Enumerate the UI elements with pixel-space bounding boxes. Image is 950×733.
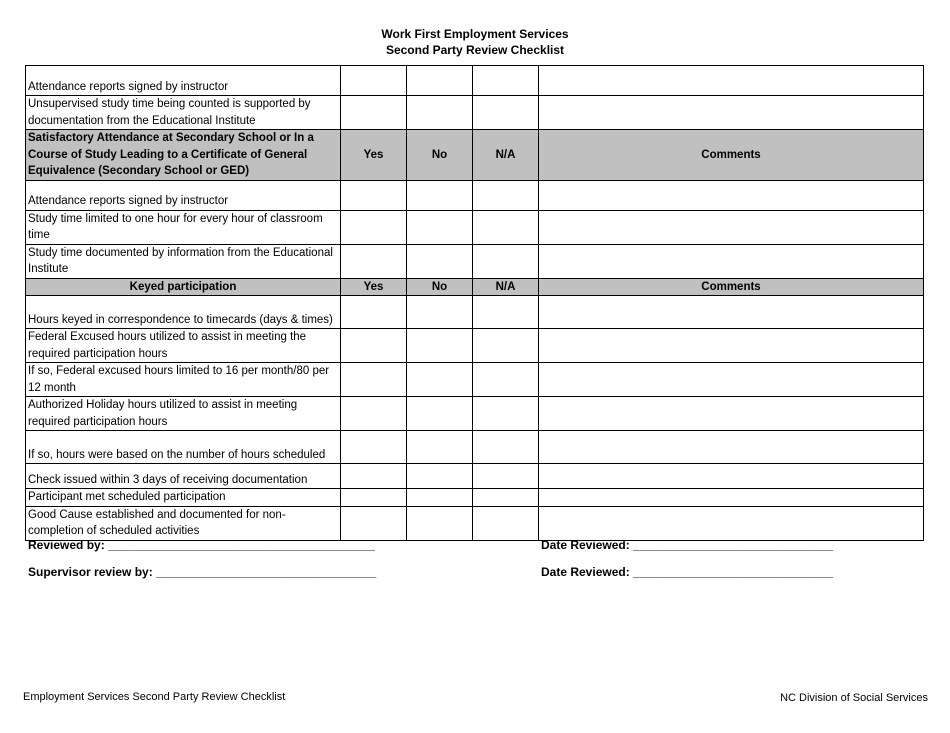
yes-cell[interactable] (341, 96, 407, 130)
item-label: If so, Federal excused hours limited to 16 per month/80 per 12 month (26, 363, 341, 397)
item-label: Check issued within 3 days of receiving documentation (26, 464, 341, 489)
na-header: N/A (473, 278, 539, 296)
na-cell[interactable] (473, 296, 539, 329)
no-cell[interactable] (407, 210, 473, 244)
item-label: Hours keyed in correspondence to timecards (days & times) (26, 296, 341, 329)
yes-cell[interactable] (341, 506, 407, 540)
yes-cell[interactable] (341, 397, 407, 431)
item-label: If so, hours were based on the number of hours scheduled (26, 431, 341, 464)
no-cell[interactable] (407, 397, 473, 431)
comments-cell[interactable] (539, 296, 924, 329)
no-cell[interactable] (407, 363, 473, 397)
item-label: Good Cause established and documented for non-completion of scheduled activities (26, 506, 341, 540)
na-cell[interactable] (473, 506, 539, 540)
comments-cell[interactable] (539, 329, 924, 363)
section-header (26, 130, 924, 181)
section-title: Satisfactory Attendance at Secondary School or In a Course of Study Leading to a Certificate of General Equivalence (Secondary School or GED) (26, 130, 341, 181)
na-header: N/A (473, 130, 539, 181)
supervisor-review-field[interactable]: Supervisor review by: _________________________________ (28, 565, 377, 579)
na-cell[interactable] (473, 329, 539, 363)
item-label: Participant met scheduled participation (26, 489, 341, 507)
yes-cell[interactable] (341, 431, 407, 464)
no-cell[interactable] (407, 329, 473, 363)
yes-cell[interactable] (341, 489, 407, 507)
na-cell[interactable] (473, 180, 539, 210)
no-cell[interactable] (407, 244, 473, 278)
footer-right: NC Division of Social Services (780, 692, 928, 704)
no-cell[interactable] (407, 296, 473, 329)
no-header: No (407, 278, 473, 296)
yes-cell[interactable] (341, 66, 407, 96)
comments-cell[interactable] (539, 210, 924, 244)
no-cell[interactable] (407, 66, 473, 96)
na-cell[interactable] (473, 244, 539, 278)
document-header (0, 26, 950, 58)
checklist-row (26, 66, 924, 96)
item-label: Study time limited to one hour for every hour of classroom time (26, 210, 341, 244)
checklist-row (26, 397, 924, 431)
item-label: Attendance reports signed by instructor (26, 66, 341, 96)
header-subtitle: Second Party Review Checklist (385, 43, 565, 57)
no-cell[interactable] (407, 464, 473, 489)
comments-cell[interactable] (539, 66, 924, 96)
checklist-row (26, 506, 924, 540)
na-cell[interactable] (473, 431, 539, 464)
comments-cell[interactable] (539, 363, 924, 397)
comments-cell[interactable] (539, 397, 924, 431)
no-cell[interactable] (407, 96, 473, 130)
checklist-row (26, 96, 924, 130)
date-reviewed-field[interactable]: Date Reviewed: ______________________________ (541, 538, 834, 552)
comments-header: Comments (539, 278, 924, 296)
yes-cell[interactable] (341, 180, 407, 210)
comments-cell[interactable] (539, 464, 924, 489)
header-title: Work First Employment Services (381, 27, 569, 41)
footer-left: Employment Services Second Party Review Checklist (23, 691, 286, 703)
section-title: Keyed participation (26, 278, 341, 296)
yes-cell[interactable] (341, 296, 407, 329)
comments-cell[interactable] (539, 96, 924, 130)
reviewed-by-field[interactable]: Reviewed by: ________________________________________ (28, 538, 375, 552)
supervisor-date-reviewed-field[interactable]: Date Reviewed: ______________________________ (541, 565, 834, 579)
na-cell[interactable] (473, 96, 539, 130)
item-label: Federal Excused hours utilized to assist in meeting the required participation hours (26, 329, 341, 363)
checklist-row (26, 329, 924, 363)
checklist-row (26, 464, 924, 489)
comments-cell[interactable] (539, 489, 924, 507)
na-cell[interactable] (473, 363, 539, 397)
checklist-row (26, 489, 924, 507)
no-cell[interactable] (407, 489, 473, 507)
item-label: Study time documented by information from the Educational Institute (26, 244, 341, 278)
checklist-row (26, 210, 924, 244)
no-cell[interactable] (407, 180, 473, 210)
checklist-table (25, 65, 924, 541)
comments-header: Comments (539, 130, 924, 181)
no-header: No (407, 130, 473, 181)
item-label: Authorized Holiday hours utilized to assist in meeting required participation hours (26, 397, 341, 431)
yes-header: Yes (341, 278, 407, 296)
na-cell[interactable] (473, 464, 539, 489)
comments-cell[interactable] (539, 244, 924, 278)
na-cell[interactable] (473, 489, 539, 507)
checklist-row (26, 296, 924, 329)
no-cell[interactable] (407, 431, 473, 464)
yes-cell[interactable] (341, 329, 407, 363)
checklist-row (26, 363, 924, 397)
comments-cell[interactable] (539, 431, 924, 464)
checklist-row (26, 431, 924, 464)
checklist-row (26, 244, 924, 278)
comments-cell[interactable] (539, 506, 924, 540)
section-header (26, 278, 924, 296)
no-cell[interactable] (407, 506, 473, 540)
checklist-row (26, 180, 924, 210)
item-label: Unsupervised study time being counted is supported by documentation from the Educational Institute (26, 96, 341, 130)
item-label: Attendance reports signed by instructor (26, 180, 341, 210)
yes-cell[interactable] (341, 363, 407, 397)
na-cell[interactable] (473, 210, 539, 244)
yes-cell[interactable] (341, 244, 407, 278)
na-cell[interactable] (473, 397, 539, 431)
comments-cell[interactable] (539, 180, 924, 210)
yes-header: Yes (341, 130, 407, 181)
na-cell[interactable] (473, 66, 539, 96)
yes-cell[interactable] (341, 464, 407, 489)
yes-cell[interactable] (341, 210, 407, 244)
